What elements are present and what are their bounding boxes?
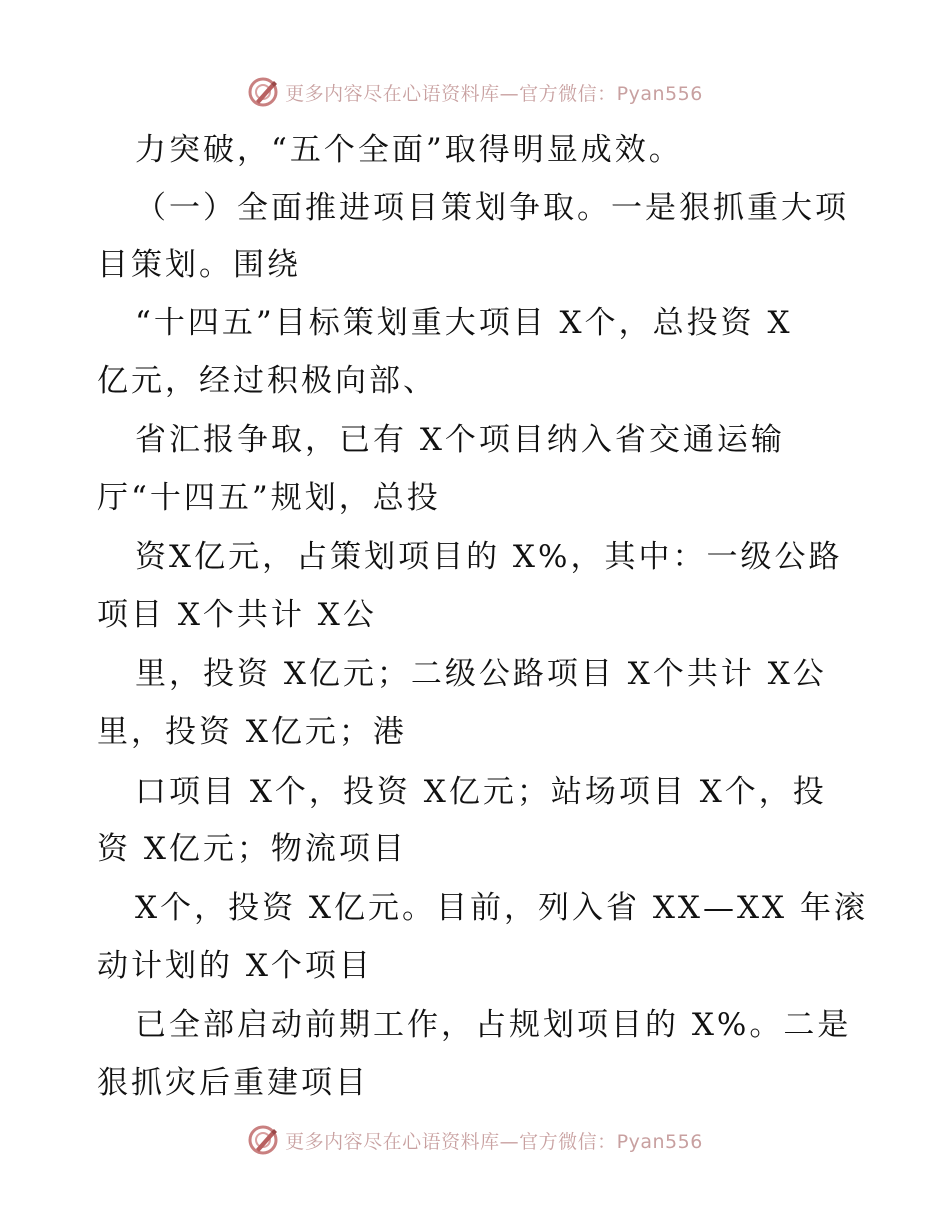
text-line: 项目 X个共计 X公: [97, 597, 377, 633]
watermark-text: 更多内容尽在心语资料库—官方微信：Pyan556: [285, 1130, 703, 1153]
text-line: 口项目 X个，投资 X亿元；站场项目 X个，投: [135, 774, 827, 810]
text-line: 目策划。围绕: [97, 247, 301, 283]
text-line: 资 X亿元；物流项目: [97, 831, 407, 867]
text-line: “十四五”目标策划重大项目 X个，总投资 X: [135, 305, 793, 341]
pen-logo-icon: [247, 1124, 279, 1156]
text-line: 动计划的 X个项目: [97, 948, 373, 984]
text-line: 亿元，经过积极向部、: [97, 363, 437, 399]
text-line: 资X亿元，占策划项目的 X%，其中：一级公路: [135, 539, 843, 575]
text-line: 里，投资 X亿元；港: [97, 714, 407, 750]
text-line: 省汇报争取，已有 X个项目纳入省交通运输: [135, 422, 785, 458]
watermark-footer: [0, 1118, 950, 1162]
text-line: （一）全面推进项目策划争取。一是狠抓重大项: [135, 190, 849, 226]
text-line: 厅“十四五”规划，总投: [97, 480, 441, 516]
text-line: X个，投资 X亿元。目前，列入省 XX—XX 年滚: [135, 890, 868, 926]
text-line: 力突破，“五个全面”取得明显成效。: [135, 132, 683, 168]
text-line: 已全部启动前期工作，占规划项目的 X%。二是: [135, 1007, 852, 1043]
text-line: 狠抓灾后重建项目: [97, 1065, 369, 1101]
watermark-text: 更多内容尽在心语资料库—官方微信：Pyan556: [285, 82, 703, 105]
text-line: 里，投资 X亿元；二级公路项目 X个共计 X公: [135, 656, 827, 692]
